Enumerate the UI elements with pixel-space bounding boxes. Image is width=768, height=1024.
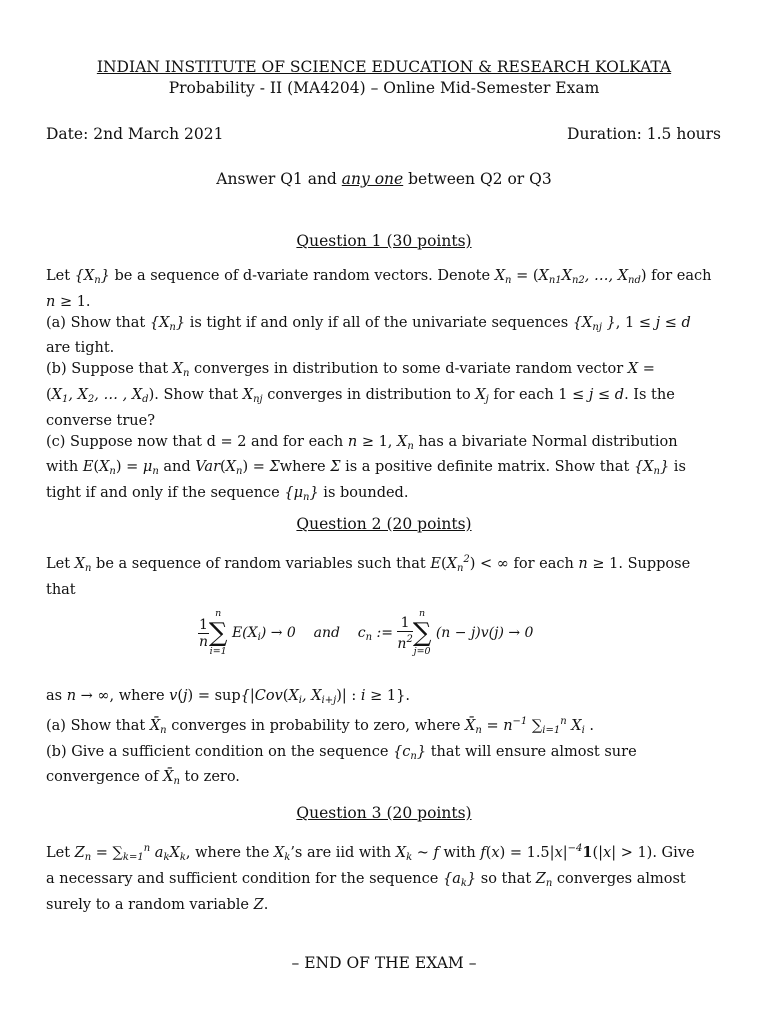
- institute-title: INDIAN INSTITUTE OF SCIENCE EDUCATION & RESEARCH KOLKATA: [96, 58, 672, 76]
- instruction-emphasis: any one: [341, 170, 404, 188]
- question-2-body: [46, 686, 723, 793]
- question-3-heading: Question 3 (20 points): [296, 804, 472, 822]
- exam-date: Date: 2nd March 2021: [46, 125, 224, 143]
- question-2-intro: Let $X_n$ be a sequence of random variables such that $E(X_n^2)$ < ∞ for each n ≥ 1. Suppose that: [46, 554, 691, 598]
- question-1-body: [46, 266, 723, 509]
- question-2-heading: Question 2 (20 points): [296, 515, 472, 533]
- question-1-heading: Question 1 (30 points): [296, 232, 472, 250]
- question-3-body: Let $Z_n = \sum_{k=1}^n$ $a_kX_k$, where the $X_k’s$ are iid with $X_k$ ~ f with $f(x) = 1.5|x|^{-4}1(|x| > 1)$. Give a necessary and sufficient condition for the sequence $\{a_k\}$ so that $Z_n$ converges almost surely to a random variable Z.: [46, 843, 695, 913]
- q2-part-b: (b) Give a sufficient condition on the sequence $\{c_n\}$ that will ensure almost sure convergence of $X̄_n$ to zero.: [46, 743, 637, 788]
- q1-part-b: (b) Suppose that $X_n$ converges in distribution to some d-variate random vector X = ($X_1$, $X_2$, … , $X_d$). Show that $X_{nj}$ converges in distribution to $X_j$ for each 1 ≤ j ≤ d. Is the converse true?: [46, 361, 675, 429]
- end-of-exam: – END OF THE EXAM –: [291, 954, 477, 972]
- q2-as-line: as n → ∞, where $v(j) = sup\{|Cov(X_i$, $X_{i+j})|$ : i ≥ 1}.: [46, 688, 410, 706]
- q1-intro: Let $\{X_n\}$ be a sequence of d-variate random vectors. Denote $X_n = (X_{n1}X_{n2}$, …, $X_{nd}$) for each n ≥ 1.: [46, 268, 712, 310]
- q2-display-equation: $\frac{1}{n}$ n ∑ i=1 $E(X_i) \to 0$ and $c_n$ := $\frac{1}{n^2}$ n ∑ j=0 (n − j)v(j) → 0: [198, 608, 534, 657]
- q2-part-a: (a) Show that $X̄_n$ converges in probability to zero, where $X̄_n = n^{-1}$ $\sum_{i=1}^n$ $X_i$ .: [46, 715, 595, 736]
- course-title: Probability - II (MA4204) – Online Mid-Semester Exam: [168, 79, 600, 97]
- instructions: Answer Q1 and any one between Q2 or Q3: [216, 170, 552, 188]
- q1-part-a: (a) Show that $\{X_n\}$ is tight if and only if all of the univariate sequences {$X_{nj}$ }, 1 ≤ j ≤ d are tight.: [46, 314, 691, 357]
- exam-duration: Duration: 1.5 hours: [567, 125, 721, 143]
- q1-part-c: (c) Suppose now that d = 2 and for each n ≥ 1, $X_n$ has a bivariate Normal distribution with $E(X_n) = \mu_n$ and $Var(X_n)$ = Σwhere Σ is a positive definite matrix. Show that $\{X_n\}$ is tight if and only if the sequence $\{\mu_n\}$ is bounded.: [46, 433, 686, 504]
